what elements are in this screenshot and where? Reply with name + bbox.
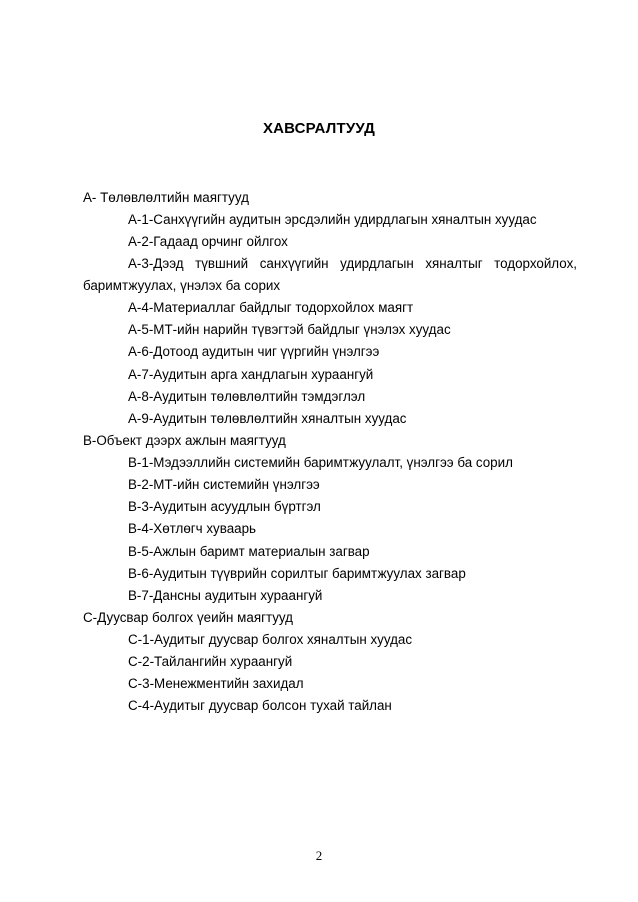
list-item-a5: А-5-МТ-ийн нарийн түвэгтэй байдлыг үнэлэх хуудас: [128, 322, 451, 337]
list-item-b1: В-1-Мэдээллийн системийн баримтжуулалт, үнэлгээ ба сорил: [128, 455, 513, 470]
list-item-c1: С-1-Аудитыг дуусвар болгох хяналтын хуудас: [128, 632, 413, 647]
list-item-a8: А-8-Аудитын төлөвлөлтийн тэмдэглэл: [128, 389, 366, 404]
section-heading-c: С-Дуусвар болгох үеийн маягтууд: [83, 610, 293, 625]
list-item-a3-continuation: баримтжуулах, үнэлэх ба сорих: [83, 278, 281, 293]
list-item-c3: С-3-Менежментийн захидал: [128, 676, 304, 691]
list-item-a6: А-6-Дотоод аудитын чиг үүргийн үнэлгээ: [128, 344, 380, 359]
page-number: 2: [315, 848, 323, 863]
list-item-b2: В-2-МТ-ийн системийн үнэлгээ: [128, 477, 320, 492]
section-heading-b: В-Объект дээрх ажлын маягтууд: [83, 433, 286, 448]
list-item-b3: В-3-Аудитын асуудлын бүртгэл: [128, 499, 321, 514]
list-item-b4: В-4-Хөтлөгч хуваарь: [128, 521, 257, 536]
list-item-c4: С-4-Аудитыг дуусвар болсон тухай тайлан: [128, 698, 392, 713]
page-title: ХАВСРАЛТУУД: [262, 120, 376, 137]
section-heading-a: А- Төлөвлөлтийн маягтууд: [83, 190, 249, 205]
list-item-a7: А-7-Аудитын арга хандлагын хураангуй: [128, 367, 374, 382]
list-item-a4: А-4-Материаллаг байдлыг тодорхойлох маягт: [128, 300, 414, 315]
list-item-a2: А-2-Гадаад орчинг ойлгох: [128, 234, 288, 249]
list-item-a1: А-1-Санхүүгийн аудитын эрсдэлийн удирдлагын хяналтын хуудас: [128, 212, 537, 227]
list-item-b7: В-7-Дансны аудитын хураангуй: [128, 588, 323, 603]
list-item-c2: С-2-Тайлангийн хураангуй: [128, 654, 293, 669]
list-item-a9: А-9-Аудитын төлөвлөлтийн хяналтын хуудас: [128, 411, 407, 426]
list-item-a3: А-3-Дээд түвшний санхүүгийн удирдлагын хяналтыг тодорхойлох,: [128, 256, 577, 271]
list-item-b6: В-6-Аудитын түүврийн сорилтыг баримтжуулах загвар: [128, 566, 466, 581]
list-item-b5: В-5-Ажлын баримт материалын загвар: [128, 544, 370, 559]
